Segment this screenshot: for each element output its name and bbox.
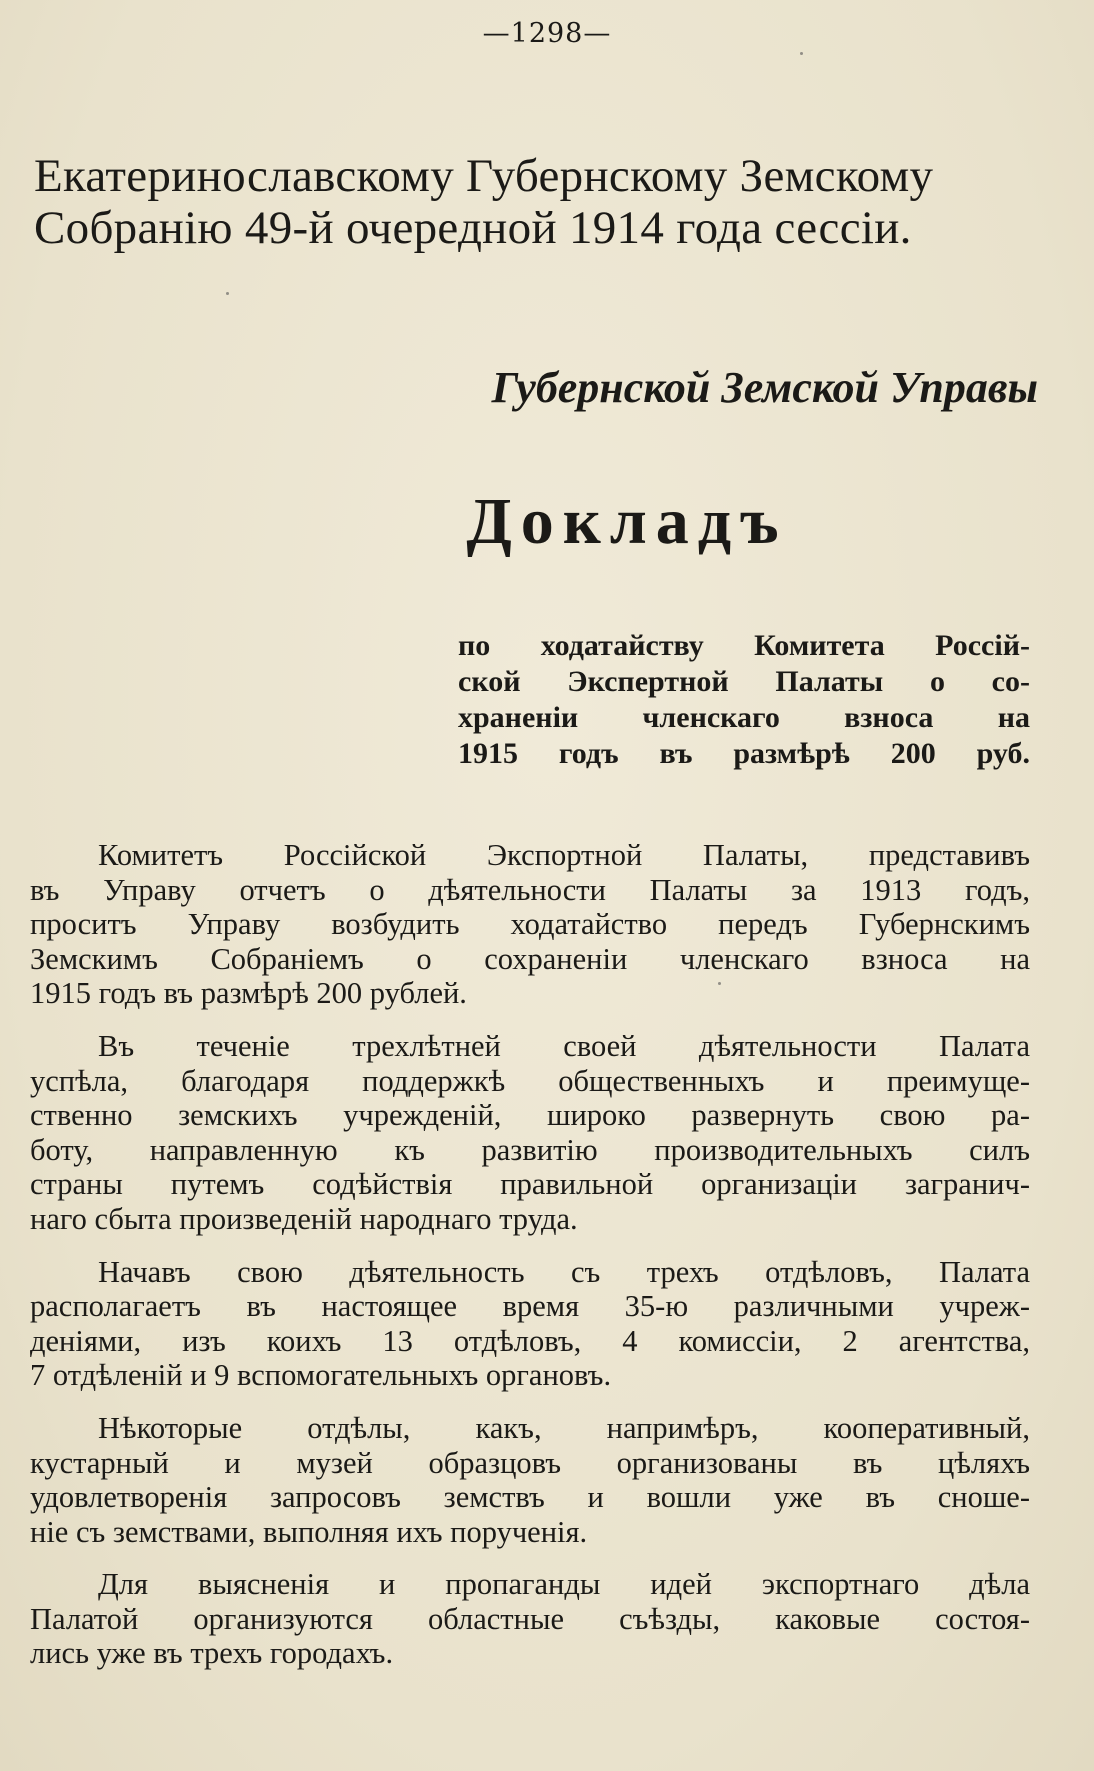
addressee-line-1: Екатеринославскому Губернскому Земскому (34, 150, 934, 202)
subject-line: по ходатайству Комитета Россій- (458, 629, 1030, 662)
text-line: деніями, изъ коихъ 13 отдѣловъ, 4 комиссіи, 2 агентства, (30, 1323, 1030, 1358)
paragraph-1 (30, 838, 1030, 1011)
text-line: успѣла, благодаря поддержкѣ общественныхъ и преимуще- (30, 1063, 1030, 1098)
text-line: проситъ Управу возбудить ходатайство передъ Губернскимъ (30, 907, 1030, 942)
text-line: удовлетворенія запросовъ земствъ и вошли уже въ сноше- (30, 1480, 1030, 1515)
text-line: въ Управу отчетъ о дѣятельности Палаты за 1913 годъ, (30, 872, 1030, 907)
text-line: Комитетъ Россійской Экспортной Палаты, представивъ (98, 838, 1030, 872)
addressee-line-2: Собранію 49-й очередной 1914 года сессіи. (34, 202, 912, 254)
subject-line: 1915 годъ въ размѣрѣ 200 руб. (458, 737, 1030, 770)
paragraph-3 (30, 1255, 1030, 1393)
text-line: ственно земскихъ учрежденій, широко развернуть свою ра- (30, 1098, 1030, 1133)
issuing-board: Губернской Земской Управы (491, 363, 1038, 412)
text-line: Земскимъ Собраніемъ о сохраненіи членскаго взноса на (30, 941, 1030, 976)
paragraph-4 (30, 1411, 1030, 1549)
subject-line: ской Экспертной Палаты о со- (458, 665, 1030, 698)
text-line: 1915 годъ въ размѣрѣ 200 рублей. (30, 976, 467, 1011)
page-number: —1298— (482, 18, 612, 49)
text-line: страны путемъ содѣйствія правильной организаціи загранич- (30, 1167, 1030, 1202)
text-line: Для выясненія и пропаганды идей экспортнаго дѣла (98, 1567, 1030, 1602)
text-line: 7 отдѣленій и 9 вспомогательныхъ органовъ. (30, 1358, 612, 1393)
report-body (30, 838, 1030, 1689)
subject-line: храненіи членскаго взноса на (458, 701, 1030, 734)
text-line: наго сбыта произведеній народнаго труда. (30, 1201, 578, 1236)
print-speck (800, 52, 803, 55)
text-line: Нѣкоторые отдѣлы, какъ, напримѣръ, кооперативный, (98, 1410, 1030, 1445)
text-line: Въ теченіе трехлѣтней своей дѣятельности Палата (98, 1028, 1030, 1063)
print-speck (718, 982, 721, 985)
report-subject (458, 628, 1030, 772)
text-line: Палатой организуются областные съѣзды, каковые состоя- (30, 1601, 1030, 1636)
paragraph-5 (30, 1567, 1030, 1671)
print-speck (226, 292, 229, 295)
text-line: ніе съ земствами, выполняя ихъ порученія. (30, 1514, 588, 1549)
text-line: боту, направленную къ развитію производительныхъ силъ (30, 1132, 1030, 1167)
document-title: Докладъ (466, 485, 788, 558)
text-line: кустарный и музей образцовъ организованы въ цѣляхъ (30, 1445, 1030, 1480)
text-line: располагаетъ въ настоящее время 35-ю различными учреж- (30, 1289, 1030, 1324)
addressee-heading (34, 150, 1074, 254)
paragraph-2 (30, 1029, 1030, 1237)
text-line: Начавъ свою дѣятельность съ трехъ отдѣловъ, Палата (98, 1254, 1030, 1289)
text-line: лись уже въ трехъ городахъ. (30, 1636, 394, 1671)
